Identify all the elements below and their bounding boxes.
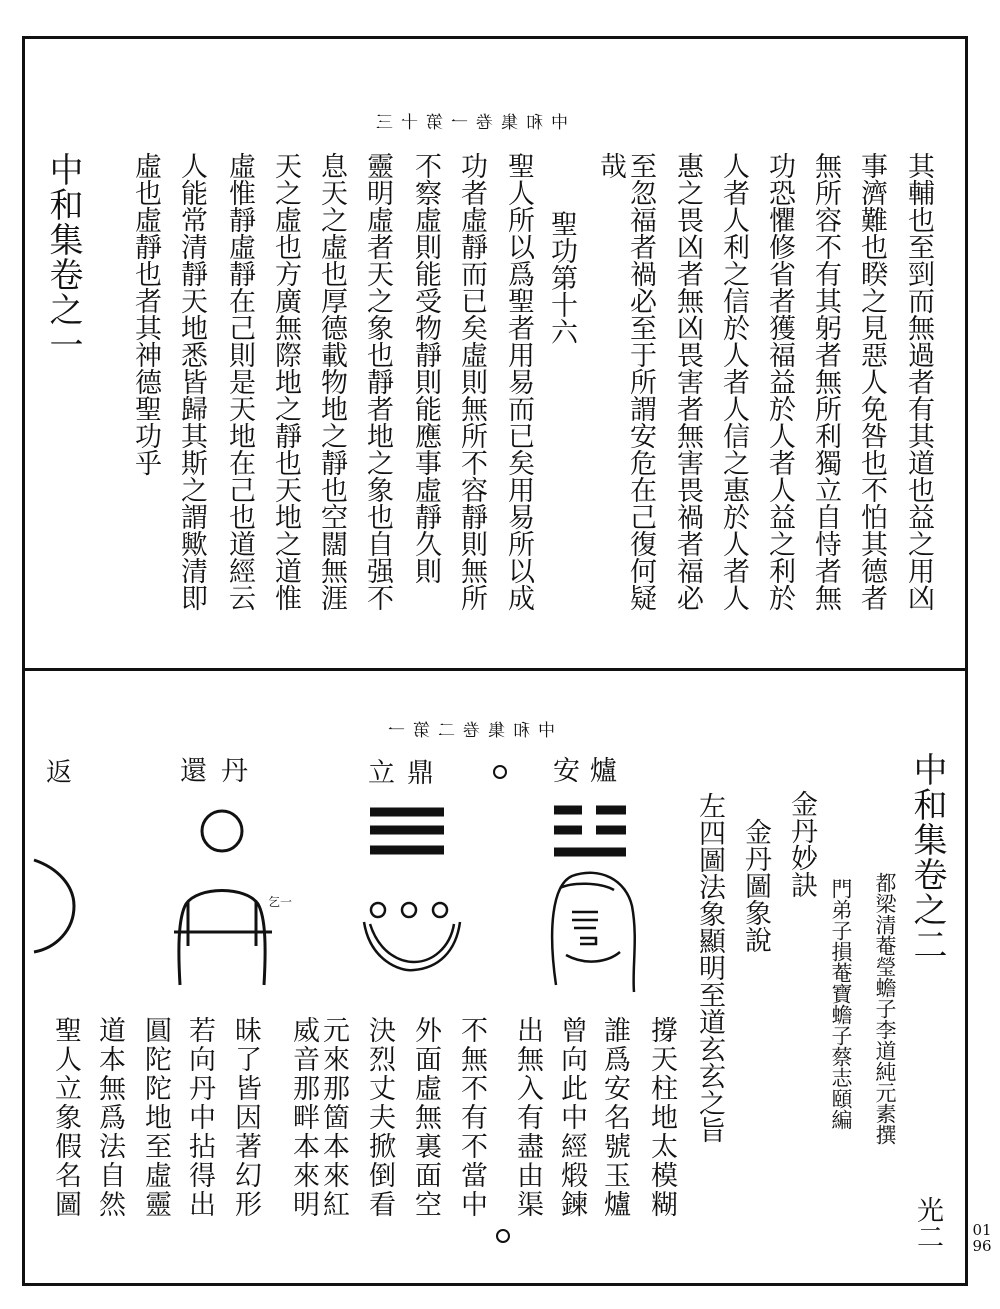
verse-column: 誰爲安名號玉爐 (599, 1016, 630, 1219)
text-column: 至忽福者禍必至于所謂安危在己復何疑 (625, 152, 656, 611)
volume-end-title: 中和集卷之一 (43, 152, 83, 362)
verse-column: 昧了皆因著幻形 (230, 1016, 261, 1219)
text-column: 功恐懼修省者獲福益於人者人益之利於 (764, 152, 795, 611)
figure-note: 乞一 (268, 895, 293, 909)
verse-column: 威音那畔本來明 (288, 1016, 319, 1219)
lower-running-header: 中和集卷二第一 (380, 721, 555, 741)
chapter-title: 中和集卷之二 (907, 752, 947, 962)
text-column: 人者人利之信於人者人信之惠於人者人 (718, 152, 749, 611)
verse-column: 不無不有不當中 (456, 1016, 487, 1219)
author-line-1: 都梁清菴瑩蟾子李道純元素撰 (873, 872, 897, 1145)
text-column: 人能常清靜天地悉皆歸其斯之謂歟清即 (176, 152, 207, 611)
figure-label-li-ding: 立鼎 (368, 758, 446, 789)
circle-marker (494, 766, 506, 778)
verse-column: 曾向此中經煅鍊 (556, 1016, 587, 1219)
an-lu-trigram-icon (554, 810, 626, 852)
section-title-2: 金丹圖象說 (740, 818, 771, 953)
verse-column: 元來那箇本來紅 (318, 1016, 349, 1219)
verse-column: 圓陀陀地至虛靈 (140, 1016, 171, 1219)
text-column: 靈明虛者天之象也靜者地之象也自强不 (362, 152, 393, 611)
text-column: 虛惟靜虛靜在己則是天地在己也道經云 (224, 152, 255, 611)
text-column: 聖人所以爲聖者用易而已矣用易所以成 (503, 152, 534, 611)
crescent-icon (34, 860, 74, 952)
furnace-icon (552, 873, 635, 992)
figure-label-fan: 返 (46, 758, 73, 788)
text-column: 功者虛靜而已矣虛則無所不容靜則無所 (456, 152, 487, 611)
verse-column: 決烈丈夫掀倒看 (364, 1016, 395, 1219)
verse-column: 道本無爲法自然 (94, 1016, 125, 1219)
intro-line: 左四圖法象顯明至道玄玄之旨 (694, 792, 725, 1143)
text-column: 其輔也至剄而無過者有其道也益之用凶 (903, 152, 934, 611)
verse-column: 撐天柱地太模糊 (646, 1016, 677, 1219)
text-column: 不察虛則能受物靜則能應事虛靜久則 (410, 152, 441, 584)
text-column: 虛也虛靜也者其神德聖功乎 (130, 152, 161, 476)
author-line-2: 門弟子損菴寶蟾子蔡志頤編 (829, 878, 853, 1130)
text-column: 事濟難也睽之見惡人免咎也不怕其德者 (856, 152, 887, 611)
li-ding-trigram-icon (370, 812, 444, 850)
verse-column: 聖人立象假名圖 (50, 1016, 81, 1219)
figure-label-huan-dan: 還丹 (180, 756, 262, 787)
figure-label-an-lu: 安爐 (553, 756, 627, 787)
page-mark: 光二 (912, 1196, 943, 1250)
huan-dan-icon (174, 811, 272, 985)
text-column: 哉 (595, 152, 626, 179)
verse-column: 若向丹中拈得出 (184, 1016, 215, 1219)
tripod-icon (364, 903, 460, 970)
section-title: 聖功第十六 (546, 210, 577, 345)
text-column: 無所容不有其躬者無所利獨立自恃者無 (810, 152, 841, 611)
text-column: 天之虛也方廣無際地之靜也天地之道惟 (270, 152, 301, 611)
section-title-1: 金丹妙訣 (786, 790, 817, 898)
upper-running-header: 中和集卷一第十三 (368, 113, 568, 133)
text-column: 息天之虛也厚德載物地之靜也空闊無涯 (316, 152, 347, 611)
side-page-number: 0196 (972, 1221, 992, 1255)
verse-column: 出無入有盡由渠 (512, 1016, 543, 1219)
text-column: 惠之畏凶者無凶畏害者無害畏禍者福必 (672, 152, 703, 611)
verse-column: 外面虛無裏面空 (410, 1016, 441, 1219)
circle-marker (497, 1230, 509, 1242)
